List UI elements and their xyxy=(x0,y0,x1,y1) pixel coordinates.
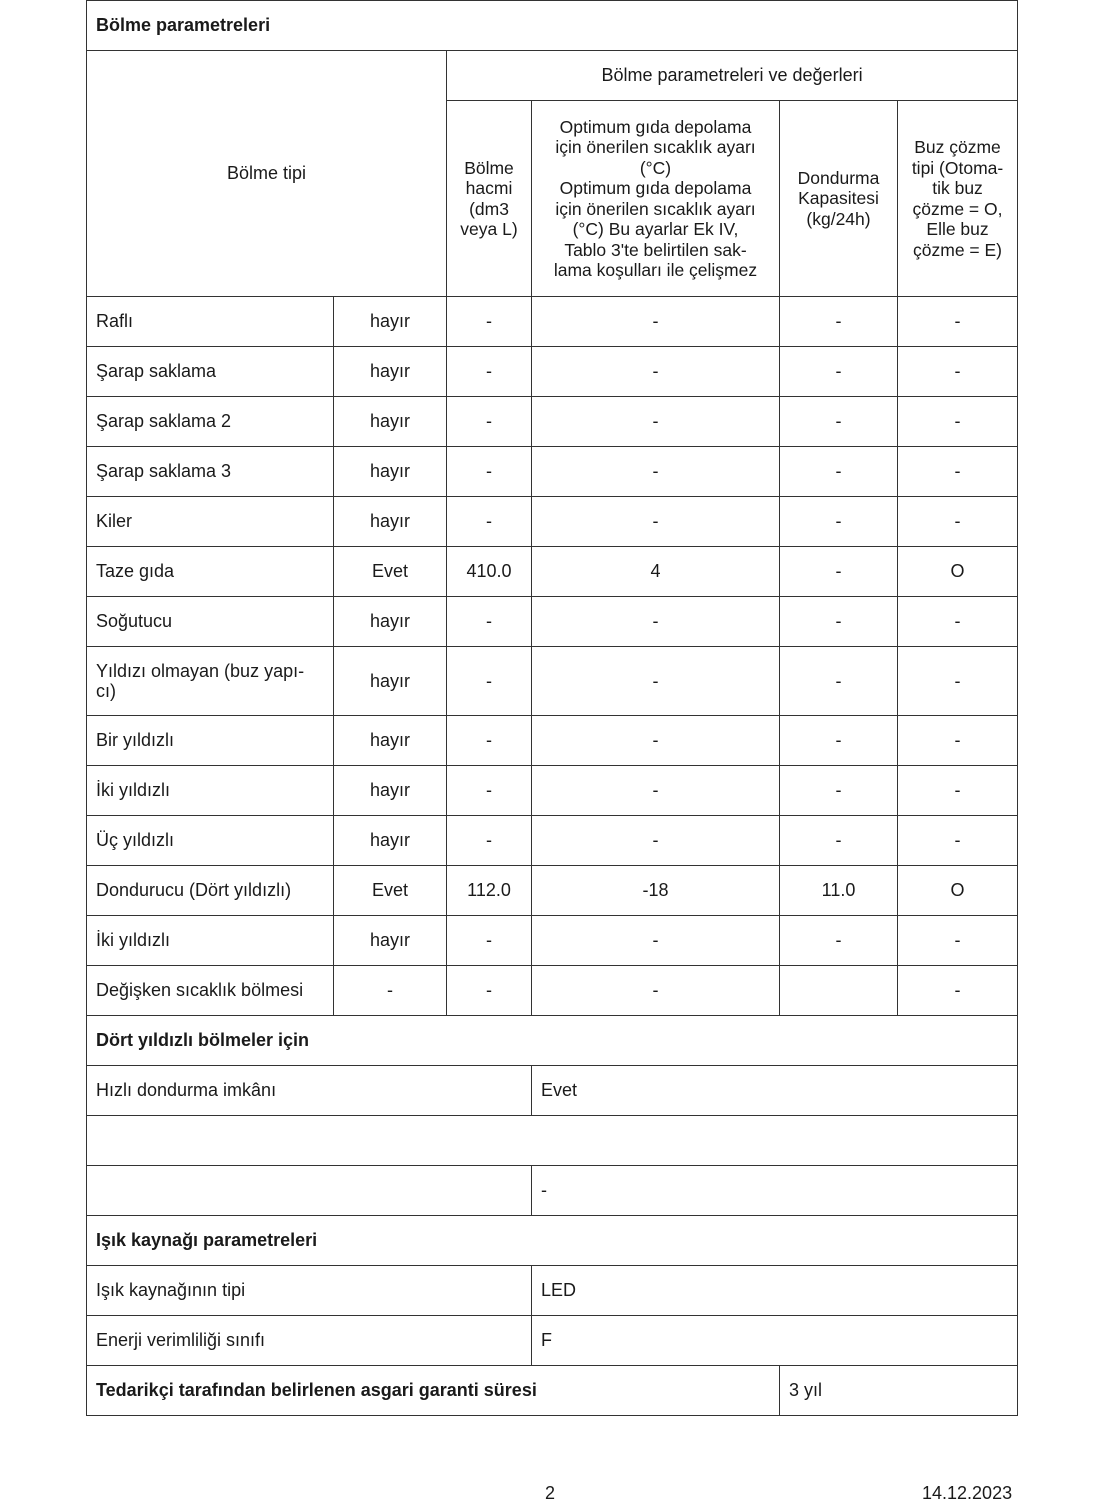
compartment-volume: - xyxy=(447,347,532,397)
compartment-present: hayır xyxy=(334,716,447,766)
compartment-freezing: - xyxy=(780,347,898,397)
compartment-temperature: - xyxy=(532,297,780,347)
compartment-freezing: - xyxy=(780,647,898,716)
compartment-volume: - xyxy=(447,966,532,1016)
energy-class-label: Enerji verimliliği sınıfı xyxy=(87,1316,532,1366)
compartment-name: Üç yıldızlı xyxy=(87,816,334,866)
compartment-volume: - xyxy=(447,497,532,547)
compartment-present: hayır xyxy=(334,447,447,497)
compartment-name: Soğutucu xyxy=(87,597,334,647)
compartment-freezing: 11.0 xyxy=(780,866,898,916)
compartment-freezing: - xyxy=(780,716,898,766)
compartment-freezing: - xyxy=(780,447,898,497)
compartment-defrost: - xyxy=(898,647,1018,716)
compartment-name: Dondurucu (Dört yıldızlı) xyxy=(87,866,334,916)
compartment-volume: - xyxy=(447,916,532,966)
defrost-type-header: Buz çözme tipi (Otoma- tik buz çözme = O, Elle buz çözme = E) xyxy=(898,101,1018,297)
compartment-freezing: - xyxy=(780,597,898,647)
compartment-name: Yıldızı olmayan (buz yapı- cı) xyxy=(87,647,334,716)
compartment-defrost: - xyxy=(898,597,1018,647)
compartment-freezing: - xyxy=(780,497,898,547)
compartment-present: - xyxy=(334,966,447,1016)
compartment-temperature: - xyxy=(532,966,780,1016)
compartment-defrost: - xyxy=(898,497,1018,547)
compartment-temperature: - xyxy=(532,397,780,447)
warranty-value: 3 yıl xyxy=(780,1366,1018,1416)
compartment-defrost: O xyxy=(898,866,1018,916)
compartment-freezing: - xyxy=(780,297,898,347)
compartment-volume: - xyxy=(447,816,532,866)
compartment-temperature: - xyxy=(532,816,780,866)
page-number: 2 xyxy=(545,1483,556,1503)
table-row xyxy=(87,716,1018,766)
compartment-temperature: - xyxy=(532,716,780,766)
table-row xyxy=(87,766,1018,816)
table-row xyxy=(87,547,1018,597)
table-row xyxy=(87,597,1018,647)
light-type-label: Işık kaynağının tipi xyxy=(87,1266,532,1316)
compartment-present: hayır xyxy=(334,397,447,447)
table-row xyxy=(87,966,1018,1016)
compartment-present: hayır xyxy=(334,647,447,716)
light-type-value: LED xyxy=(532,1266,1018,1316)
compartment-volume: - xyxy=(447,716,532,766)
compartment-temperature: - xyxy=(532,597,780,647)
compartment-defrost: - xyxy=(898,716,1018,766)
compartment-present: hayır xyxy=(334,347,447,397)
table-row xyxy=(87,816,1018,866)
compartment-freezing: - xyxy=(780,547,898,597)
compartment-name: İki yıldızlı xyxy=(87,916,334,966)
compartment-defrost: - xyxy=(898,766,1018,816)
compartment-present: hayır xyxy=(334,497,447,547)
compartment-temperature: - xyxy=(532,766,780,816)
compartment-volume: 112.0 xyxy=(447,866,532,916)
volume-header: Bölme hacmi (dm3 veya L) xyxy=(447,101,532,297)
compartment-defrost: - xyxy=(898,447,1018,497)
warranty-label: Tedarikçi tarafından belirlenen asgari garanti süresi xyxy=(87,1366,780,1416)
table-row xyxy=(87,866,1018,916)
compartment-defrost: - xyxy=(898,297,1018,347)
table-row xyxy=(87,447,1018,497)
compartment-volume: - xyxy=(447,397,532,447)
compartment-freezing: - xyxy=(780,397,898,447)
table-row xyxy=(87,916,1018,966)
compartment-freezing: - xyxy=(780,816,898,866)
compartment-temperature: -18 xyxy=(532,866,780,916)
compartment-defrost: - xyxy=(898,347,1018,397)
compartment-temperature: - xyxy=(532,347,780,397)
compartment-temperature: 4 xyxy=(532,547,780,597)
compartment-volume: - xyxy=(447,766,532,816)
compartment-defrost: - xyxy=(898,916,1018,966)
params-group-header: Bölme parametreleri ve değerleri xyxy=(447,51,1018,101)
compartment-name: Bir yıldızlı xyxy=(87,716,334,766)
compartment-defrost: - xyxy=(898,397,1018,447)
light-section-title: Işık kaynağı parametreleri xyxy=(87,1216,1018,1266)
compartment-name: Şarap saklama 3 xyxy=(87,447,334,497)
temperature-header: Optimum gıda depolama için önerilen sıcaklık ayarı (°C) Optimum gıda depolama için önerilen sıcaklık ayarı (°C) Bu ayarlar Ek IV, Tablo 3'te belirtilen sak- lama koşulları ile çelişmez xyxy=(532,101,780,297)
table-row xyxy=(87,347,1018,397)
compartment-name: Değişken sıcaklık bölmesi xyxy=(87,966,334,1016)
empty-label-cell xyxy=(87,1166,532,1216)
compartment-name: Taze gıda xyxy=(87,547,334,597)
compartment-freezing: - xyxy=(780,766,898,816)
fast-freeze-label: Hızlı dondurma imkânı xyxy=(87,1066,532,1116)
section-title: Bölme parametreleri xyxy=(87,1,1018,51)
compartment-freezing: - xyxy=(780,916,898,966)
energy-class-value: F xyxy=(532,1316,1018,1366)
empty-row xyxy=(87,1116,1018,1166)
compartment-name: Şarap saklama xyxy=(87,347,334,397)
table-row xyxy=(87,497,1018,547)
compartment-temperature: - xyxy=(532,647,780,716)
empty-row-value: - xyxy=(532,1166,1018,1216)
compartment-volume: - xyxy=(447,597,532,647)
compartment-present: hayır xyxy=(334,297,447,347)
compartment-present: hayır xyxy=(334,597,447,647)
table-row xyxy=(87,647,1018,716)
compartment-defrost: - xyxy=(898,966,1018,1016)
document-date: 14.12.2023 xyxy=(922,1483,1013,1503)
compartment-volume: - xyxy=(447,297,532,347)
compartment-name: İki yıldızlı xyxy=(87,766,334,816)
freezing-capacity-header: Dondurma Kapasitesi (kg/24h) xyxy=(780,101,898,297)
table-row xyxy=(87,297,1018,347)
compartment-present: hayır xyxy=(334,766,447,816)
compartment-name: Kiler xyxy=(87,497,334,547)
compartment-present: hayır xyxy=(334,816,447,866)
fast-freeze-value: Evet xyxy=(532,1066,1018,1116)
compartment-present: Evet xyxy=(334,866,447,916)
compartment-defrost: - xyxy=(898,816,1018,866)
compartment-volume: 410.0 xyxy=(447,547,532,597)
compartment-parameters-table xyxy=(86,0,1018,1416)
compartment-temperature: - xyxy=(532,447,780,497)
compartment-defrost: O xyxy=(898,547,1018,597)
compartment-volume: - xyxy=(447,447,532,497)
compartment-freezing xyxy=(780,966,898,1016)
compartment-name: Şarap saklama 2 xyxy=(87,397,334,447)
compartment-present: hayır xyxy=(334,916,447,966)
compartment-temperature: - xyxy=(532,916,780,966)
table-row xyxy=(87,397,1018,447)
four-star-section-title: Dört yıldızlı bölmeler için xyxy=(87,1016,1018,1066)
compartment-volume: - xyxy=(447,647,532,716)
compartment-present: Evet xyxy=(334,547,447,597)
compartment-name: Raflı xyxy=(87,297,334,347)
compartment-type-header: Bölme tipi xyxy=(87,51,447,297)
compartment-temperature: - xyxy=(532,497,780,547)
